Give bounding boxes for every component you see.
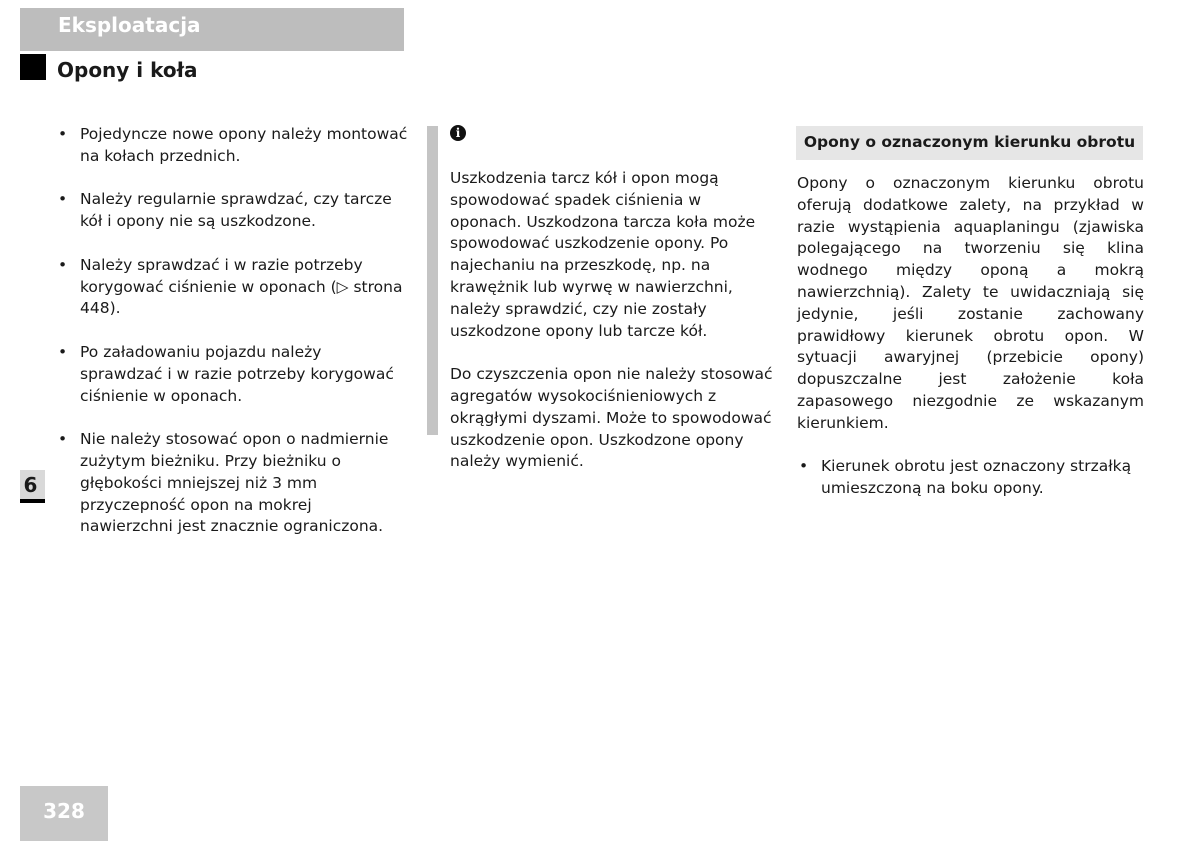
chapter-title: Eksploatacja <box>58 13 201 37</box>
subheading-box <box>796 126 1143 160</box>
bullet-dot: • <box>58 430 68 449</box>
info-paragraph: Uszkodzenia tarcz kół i opon mogą spowodować spadek ciśnienia w oponach. Uszkodzona tarcza koła może spowodować uszkodzenie opony. Po najechaniu na przeszkodę, np. na krawężnik lub wyrwę w nawierzchni, należy sprawdzić, czy nie zostały uszkodzone opony lub tarcze kół. <box>450 169 756 340</box>
column-right <box>797 173 1144 522</box>
info-paragraph: Do czyszczenia opon nie należy stosować agregatów wysokociśnieniowych z okrągłymi dyszami. Może to spowodować uszkodzenie opon. Uszkodzone opony należy wymienić. <box>450 365 773 471</box>
info-note <box>450 168 776 495</box>
page-number: 328 <box>43 799 85 823</box>
list-item-text: Kierunek obrotu jest oznaczony strzałką umieszczoną na boku opony. <box>821 457 1132 498</box>
list-item <box>797 456 1144 500</box>
chapter-tab-underline <box>20 499 45 503</box>
bullet-dot: • <box>799 457 809 476</box>
page-number-box <box>20 786 108 841</box>
column-left <box>56 124 408 560</box>
bullet-dot: • <box>58 342 68 361</box>
subheading-text: Opony o oznaczonym kierunku obrotu <box>803 133 1136 151</box>
list-item <box>56 189 408 233</box>
list-item-text: Należy regularnie sprawdzać, czy tarcze kół i opony nie są uszkodzone. <box>80 190 392 231</box>
list-item <box>56 342 408 407</box>
info-icon: i <box>450 125 466 141</box>
bullet-dot: • <box>58 255 68 274</box>
section-marker <box>20 54 46 80</box>
info-side-bar <box>427 126 438 435</box>
chapter-tab-number: 6 <box>23 473 38 497</box>
chapter-header-bar <box>20 8 404 51</box>
list-item <box>56 429 408 538</box>
list-item-text: Nie należy stosować opon o nadmiernie zużytym bieżniku. Przy bieżniku o głębokości mniejszej niż 3 mm przyczepność opon na mokrej nawierzchni jest znacznie ograniczona. <box>80 430 389 536</box>
bullet-dot: • <box>58 125 68 143</box>
list-item <box>56 124 408 168</box>
list-item-text: Należy sprawdzać i w razie potrzeby korygować ciśnienie w oponach (▷ strona 448). <box>80 255 403 318</box>
bullet-list <box>56 124 408 538</box>
chapter-tab <box>20 470 45 503</box>
list-item-text: Po załadowaniu pojazdu należy sprawdzać i w razie potrzeby korygować ciśnienie w oponach. <box>80 342 394 405</box>
bullet-list <box>797 456 1144 500</box>
section-title: Opony i koła <box>57 58 198 82</box>
list-item-text: Pojedyncze nowe opony należy montować na kołach przednich. <box>80 125 408 165</box>
bullet-dot: • <box>58 190 68 209</box>
list-item <box>56 255 408 320</box>
body-paragraph: Opony o oznaczonym kierunku obrotu oferują dodatkowe zalety, na przykład w razie wystąpienia aquaplaningu (zjawiska polegającego na tworzeniu się klina wodnego między oponą a mokrą nawierzchnią). Zalety te uwidaczniają się jedynie, jeśli zostanie zachowany prawidłowy kierunek obrotu opon. W sytuacji awaryjnej (przebicie opony) dopuszczalne jest założenie koła zapasowego niezgodnie ze wskazanym kierunkiem. <box>797 174 1144 432</box>
